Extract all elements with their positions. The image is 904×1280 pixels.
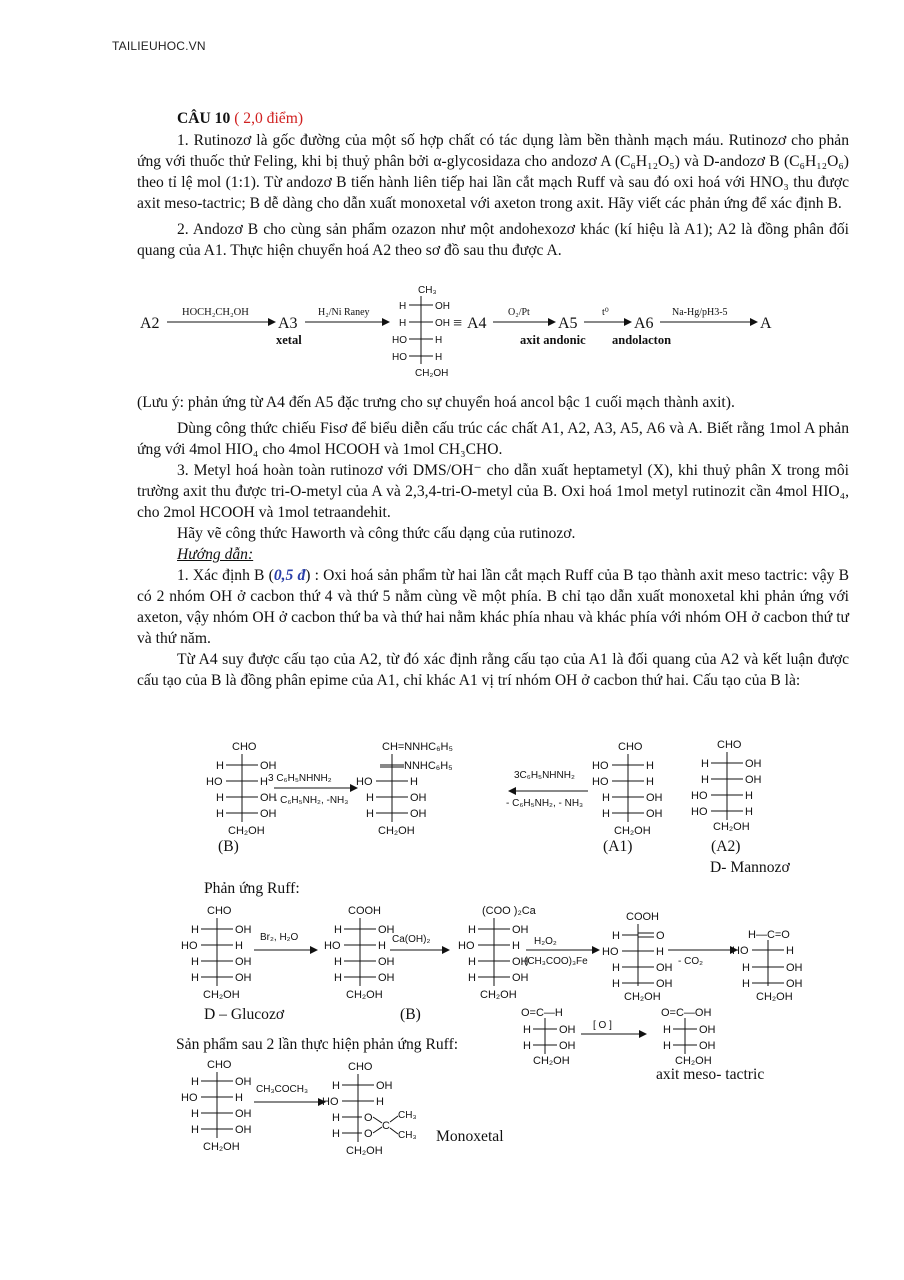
svg-text:CHO: CHO: [232, 741, 257, 753]
svg-text:H: H: [378, 940, 386, 952]
svg-text:C: C: [382, 1120, 390, 1132]
svg-text:H: H: [435, 352, 443, 363]
svg-text:OH: OH: [235, 956, 252, 968]
svg-text:CH₂OH: CH₂OH: [346, 1145, 383, 1157]
svg-text:OH: OH: [260, 792, 277, 804]
svg-text:OH: OH: [378, 956, 395, 968]
svg-text:OH: OH: [745, 758, 762, 770]
svg-text:H: H: [646, 760, 654, 772]
svg-text:≡: ≡: [453, 315, 463, 332]
svg-text:H: H: [332, 1080, 340, 1092]
fischer-ca-salt: [458, 905, 537, 1001]
svg-text:H: H: [745, 790, 753, 802]
guide-1: 1. Xác định B (0,5 đ) : Oxi hoá sản phẩm từ hai lần cắt mạch Ruff của B tạo thành axit meso tactric: vậy B có 2 nhóm OH ở cacbon thứ 4 và thứ 5 nằm cùng về một phía. B chỉ tạo dẫn xuất monoxetal khi phản ứng với axeton, vậy nhóm OH ở cacbon thứ ba và thứ hai nằm khác phía nhau và khác phía với nhóm OH ở cacbon thứ tư và thứ năm.: [137, 567, 849, 647]
svg-text:H: H: [701, 774, 709, 786]
label-d-mannose: D- Mannozơ: [710, 859, 790, 876]
svg-text:CH₂OH: CH₂OH: [203, 989, 240, 1001]
svg-text:H: H: [786, 945, 794, 957]
svg-text:O: O: [364, 1128, 373, 1140]
svg-text:OH: OH: [646, 808, 663, 820]
svg-text:HO: HO: [592, 760, 609, 772]
svg-text:OH: OH: [376, 1080, 393, 1092]
svg-text:OH: OH: [378, 972, 395, 984]
svg-text:OH: OH: [699, 1040, 716, 1052]
ruff-title: Phản ứng Ruff:: [204, 880, 300, 897]
ruff-scheme: [170, 900, 820, 1010]
svg-text:H: H: [742, 978, 750, 990]
after-ruff-title: Sản phẩm sau 2 lần thực hiện phản ứng Ruff:: [176, 1036, 459, 1053]
svg-text:CHO: CHO: [348, 1061, 373, 1073]
part-2-text: 2. Andozơ B cho cùng sản phẩm ozazon như một andohexozơ khác (kí hiệu là A1); A2 là đồng phân đối quang của A1. Thực hiện chuyển hoá A2 theo sơ đồ sau thu được A.: [137, 221, 849, 259]
svg-text:H: H: [334, 924, 342, 936]
svg-text:NNHC₆H₅: NNHC₆H₅: [404, 760, 453, 772]
svg-text:H: H: [656, 946, 664, 958]
fischer-meso-tartaric: [661, 1007, 716, 1067]
reagent-1: HOCH₂CH₂OH: [182, 307, 249, 318]
svg-text:O: O: [364, 1112, 373, 1124]
svg-text:CH=NNHC₆H₅: CH=NNHC₆H₅: [382, 741, 453, 753]
byproducts-1: - C₆H₅NH₂, -NH₃: [274, 795, 349, 806]
svg-text:H: H: [468, 924, 476, 936]
site-watermark: TAILIEUHOC.VN: [112, 39, 206, 53]
svg-text:HO: HO: [691, 790, 708, 802]
question-title: [137, 108, 849, 129]
svg-text:CH₂OH: CH₂OH: [614, 825, 651, 837]
svg-text:H: H: [216, 808, 224, 820]
loss-co2: - CO₂: [678, 956, 703, 967]
fischer-b-3: [181, 1059, 252, 1153]
svg-text:(COO )₂Ca: (COO )₂Ca: [482, 905, 536, 917]
svg-text:HO: HO: [206, 776, 223, 788]
guide-points: 0,5 đ: [273, 567, 306, 584]
svg-text:OH: OH: [235, 1076, 252, 1088]
reagent-2: H₂/Ni Raney: [318, 307, 370, 318]
svg-text:HO: HO: [691, 806, 708, 818]
svg-text:H: H: [612, 962, 620, 974]
svg-text:O: O: [656, 930, 665, 942]
question-points: ( 2,0 điểm): [234, 110, 304, 127]
svg-text:H: H: [468, 956, 476, 968]
svg-text:H: H: [468, 972, 476, 984]
svg-text:OH: OH: [512, 956, 529, 968]
svg-text:H: H: [612, 978, 620, 990]
note-text: (Lưu ý: phản ứng từ A4 đến A5 đặc trưng cho sự chuyển hoá ancol bậc 1 cuối mạch thành axit).: [137, 394, 735, 411]
svg-text:H: H: [334, 956, 342, 968]
svg-text:H: H: [235, 1092, 243, 1104]
svg-text:OH: OH: [235, 1108, 252, 1120]
fischer-osazone: [356, 741, 453, 837]
svg-text:OH: OH: [656, 962, 673, 974]
fischer-glucose: [181, 905, 252, 1001]
svg-text:OH: OH: [235, 924, 252, 936]
svg-text:H: H: [216, 760, 224, 772]
svg-text:OH: OH: [512, 972, 529, 984]
svg-text:CH₂OH: CH₂OH: [756, 991, 793, 1003]
question-label: CÂU 10: [177, 110, 231, 127]
svg-text:HO: HO: [592, 776, 609, 788]
svg-text:O=C—OH: O=C—OH: [661, 1007, 712, 1019]
svg-text:CH₃: CH₃: [418, 285, 437, 296]
svg-text:OH: OH: [559, 1040, 576, 1052]
reagent-phenylhydrazine: 3 C₆H₅NHNH₂: [268, 773, 332, 784]
fischer-gluconic: [324, 905, 395, 1001]
svg-text:CH₂OH: CH₂OH: [480, 989, 517, 1001]
label-d-glucose: D – Glucozơ: [204, 1006, 285, 1023]
byproducts-2: - C₆H₅NH₂, - NH₃: [506, 798, 584, 809]
svg-text:HO: HO: [322, 1096, 339, 1108]
fischer-a1: [592, 741, 663, 837]
part-3-task: Hãy vẽ công thức Haworth và công thức cấu dạng của rutinozơ.: [177, 525, 576, 542]
fischer-a2: [691, 739, 762, 833]
svg-text:HO: HO: [181, 1092, 198, 1104]
svg-text:OH: OH: [786, 962, 803, 974]
svg-text:HO: HO: [324, 940, 341, 952]
part-1-text: 1. Rutinozơ là gốc đường của một số hợp chất có tác dụng làm bền thành mạch máu. Rutinozơ cho phản ứng với thuốc thử Feling, khi bị thuỷ phân bởi α-glycosidaza cho andozơ A (C₆H₁₂O₅) và D-andozơ B (C₆H₁₂O₆) theo tỉ lệ mol (1:1). Từ andozơ B tiến hành liên tiếp hai lần cắt mạch Ruff và sau đó oxi hoá với HNO₃ thu được axit meso-tactric; B dễ dàng cho dẫn xuất monoxetal với axeton trong axit. Hãy viết các phản ứng để xác định B.: [137, 132, 849, 212]
svg-text:OH: OH: [656, 978, 673, 990]
svg-text:OH: OH: [786, 978, 803, 990]
svg-text:COOH: COOH: [348, 905, 381, 917]
fischer-monoxetal: [322, 1061, 417, 1157]
svg-text:OH: OH: [435, 301, 450, 312]
svg-text:OH: OH: [435, 318, 450, 329]
svg-text:CH₂OH: CH₂OH: [675, 1055, 712, 1067]
andonic-label: axit andonic: [520, 333, 586, 347]
svg-text:H: H: [523, 1024, 531, 1036]
svg-text:H—C=O: H—C=O: [748, 929, 790, 941]
svg-text:H: H: [191, 972, 199, 984]
part-3-text: 3. Metyl hoá hoàn toàn rutinozơ với DMS/OH⁻ cho dẫn xuất heptametyl (X), khi thuỷ phân X trong môi trường axit thu được tri-O-metyl của A và 2,3,4-tri-O-metyl của B. Oxi hoá 1mol metyl rutinozit cần 4mol HIO₄, cho 2mol HCOOH và 1mol tetraandehit.: [137, 462, 849, 521]
label-b: (B): [218, 838, 239, 855]
svg-text:H: H: [191, 956, 199, 968]
svg-text:H: H: [663, 1024, 671, 1036]
svg-text:H: H: [742, 962, 750, 974]
svg-text:H: H: [366, 808, 374, 820]
fischer-keto-acid: [602, 911, 673, 1003]
a2-label: A2: [140, 315, 160, 332]
svg-text:OH: OH: [646, 792, 663, 804]
label-meso-tartaric: axit meso- tactric: [656, 1066, 765, 1083]
svg-text:H: H: [512, 940, 520, 952]
reagent-caoh2: Ca(OH)₂: [392, 934, 431, 945]
svg-text:HO: HO: [356, 776, 373, 788]
svg-text:OH: OH: [235, 1124, 252, 1136]
svg-text:H: H: [216, 792, 224, 804]
svg-text:H: H: [191, 924, 199, 936]
scheme-a2-to-a: [130, 282, 790, 382]
oxidation-scheme: [515, 1002, 745, 1070]
guide-heading: Hướng dẫn:: [177, 546, 254, 563]
svg-text:H: H: [191, 1108, 199, 1120]
svg-text:CH₂OH: CH₂OH: [378, 825, 415, 837]
svg-text:H: H: [646, 776, 654, 788]
a-label: A: [760, 315, 772, 332]
guide-2: Từ A4 suy được cấu tạo của A2, từ đó xác định rằng cấu tạo của A1 là đối quang của A2 và kết luận được cấu tạo của B là đồng phân epime của A1, chỉ khác A1 vị trí nhóm OH ở cacbon thứ hai. Cấu tạo của B là:: [137, 651, 849, 689]
question-block-2: [137, 392, 849, 691]
svg-text:H: H: [435, 335, 443, 346]
svg-text:COOH: COOH: [626, 911, 659, 923]
svg-text:H: H: [399, 318, 407, 329]
svg-text:CH₂OH: CH₂OH: [624, 991, 661, 1003]
svg-text:H: H: [523, 1040, 531, 1052]
svg-text:H: H: [334, 972, 342, 984]
label-monoxetal: Monoxetal: [436, 1128, 504, 1145]
svg-text:H: H: [410, 776, 418, 788]
svg-text:OH: OH: [410, 792, 427, 804]
a6-label: A6: [634, 315, 654, 332]
svg-text:HO: HO: [602, 946, 619, 958]
svg-text:CHO: CHO: [207, 1059, 232, 1071]
reagent-acetone: CH₃COCH₃: [256, 1084, 309, 1095]
svg-text:OH: OH: [378, 924, 395, 936]
svg-text:CH₂OH: CH₂OH: [415, 368, 449, 379]
svg-text:CH₂OH: CH₂OH: [228, 825, 265, 837]
label-a1: (A1): [603, 838, 633, 855]
label-b-2: (B): [400, 1006, 421, 1023]
fischer-b: [206, 741, 277, 837]
a3-label: A3: [278, 315, 298, 332]
svg-text:H: H: [602, 808, 610, 820]
svg-text:CH₂OH: CH₂OH: [713, 821, 750, 833]
svg-text:HO: HO: [181, 940, 198, 952]
a5-label: A5: [558, 315, 578, 332]
svg-text:OH: OH: [260, 760, 277, 772]
svg-text:HO: HO: [392, 352, 407, 363]
svg-text:HO: HO: [458, 940, 475, 952]
svg-text:HO: HO: [392, 335, 407, 346]
label-a2: (A2): [711, 838, 741, 855]
svg-text:OH: OH: [512, 924, 529, 936]
reagent-5: Na-Hg/pH3-5: [672, 307, 728, 318]
svg-text:OH: OH: [260, 808, 277, 820]
svg-text:HO: HO: [732, 945, 749, 957]
acetonide-scheme: [170, 1056, 530, 1162]
svg-text:OH: OH: [559, 1024, 576, 1036]
svg-text:CH₂OH: CH₂OH: [533, 1055, 570, 1067]
svg-text:CH₂OH: CH₂OH: [203, 1141, 240, 1153]
svg-text:OH: OH: [745, 774, 762, 786]
svg-text:CH₃: CH₃: [398, 1110, 417, 1121]
a4-label: A4: [467, 315, 487, 332]
reagent-3: O₂/Pt: [508, 307, 530, 318]
svg-text:OH: OH: [699, 1024, 716, 1036]
andolacton-label: andolacton: [612, 333, 672, 347]
svg-text:OH: OH: [235, 972, 252, 984]
svg-text:H: H: [191, 1076, 199, 1088]
reagent-h2o2: H₂O₂: [534, 936, 557, 947]
svg-text:H: H: [191, 1124, 199, 1136]
svg-text:H: H: [612, 930, 620, 942]
reagent-br2: Br₂, H₂O: [260, 932, 299, 943]
reagent-fe: (CH₃COO)₃Fe: [524, 956, 588, 967]
svg-text:H: H: [602, 792, 610, 804]
svg-text:H: H: [376, 1096, 384, 1108]
svg-text:H: H: [399, 301, 407, 312]
fischer-arabinose: [732, 929, 803, 1003]
svg-text:H: H: [260, 776, 268, 788]
svg-text:H: H: [701, 758, 709, 770]
svg-text:H: H: [745, 806, 753, 818]
svg-text:H: H: [235, 940, 243, 952]
reagent-phenylhydrazine-2: 3C₆H₅NHNH₂: [514, 770, 575, 781]
oxidation-reagent: [ O ]: [593, 1020, 612, 1031]
reagent-4: t⁰: [602, 307, 609, 318]
svg-text:CHO: CHO: [717, 739, 742, 751]
part-2-task: Dùng công thức chiếu Fisơ để biểu diễn cấu trúc các chất A1, A2, A3, A5, A6 và A. Biết rằng 1mol A phản ứng với 4mol HIO₄ cho 4mol HCOOH và 1mol CH₃CHO.: [137, 420, 849, 458]
fischer-a4: [392, 285, 450, 379]
svg-text:CH₃: CH₃: [398, 1130, 417, 1141]
svg-text:H: H: [366, 792, 374, 804]
question-block: [137, 108, 849, 261]
svg-text:H: H: [663, 1040, 671, 1052]
svg-text:CH₂OH: CH₂OH: [346, 989, 383, 1001]
xetal-label: xetal: [276, 333, 302, 347]
svg-text:CHO: CHO: [618, 741, 643, 753]
svg-text:OH: OH: [410, 808, 427, 820]
svg-text:H: H: [332, 1112, 340, 1124]
svg-text:O=C—H: O=C—H: [521, 1007, 563, 1019]
svg-text:CHO: CHO: [207, 905, 232, 917]
svg-text:H: H: [332, 1128, 340, 1140]
